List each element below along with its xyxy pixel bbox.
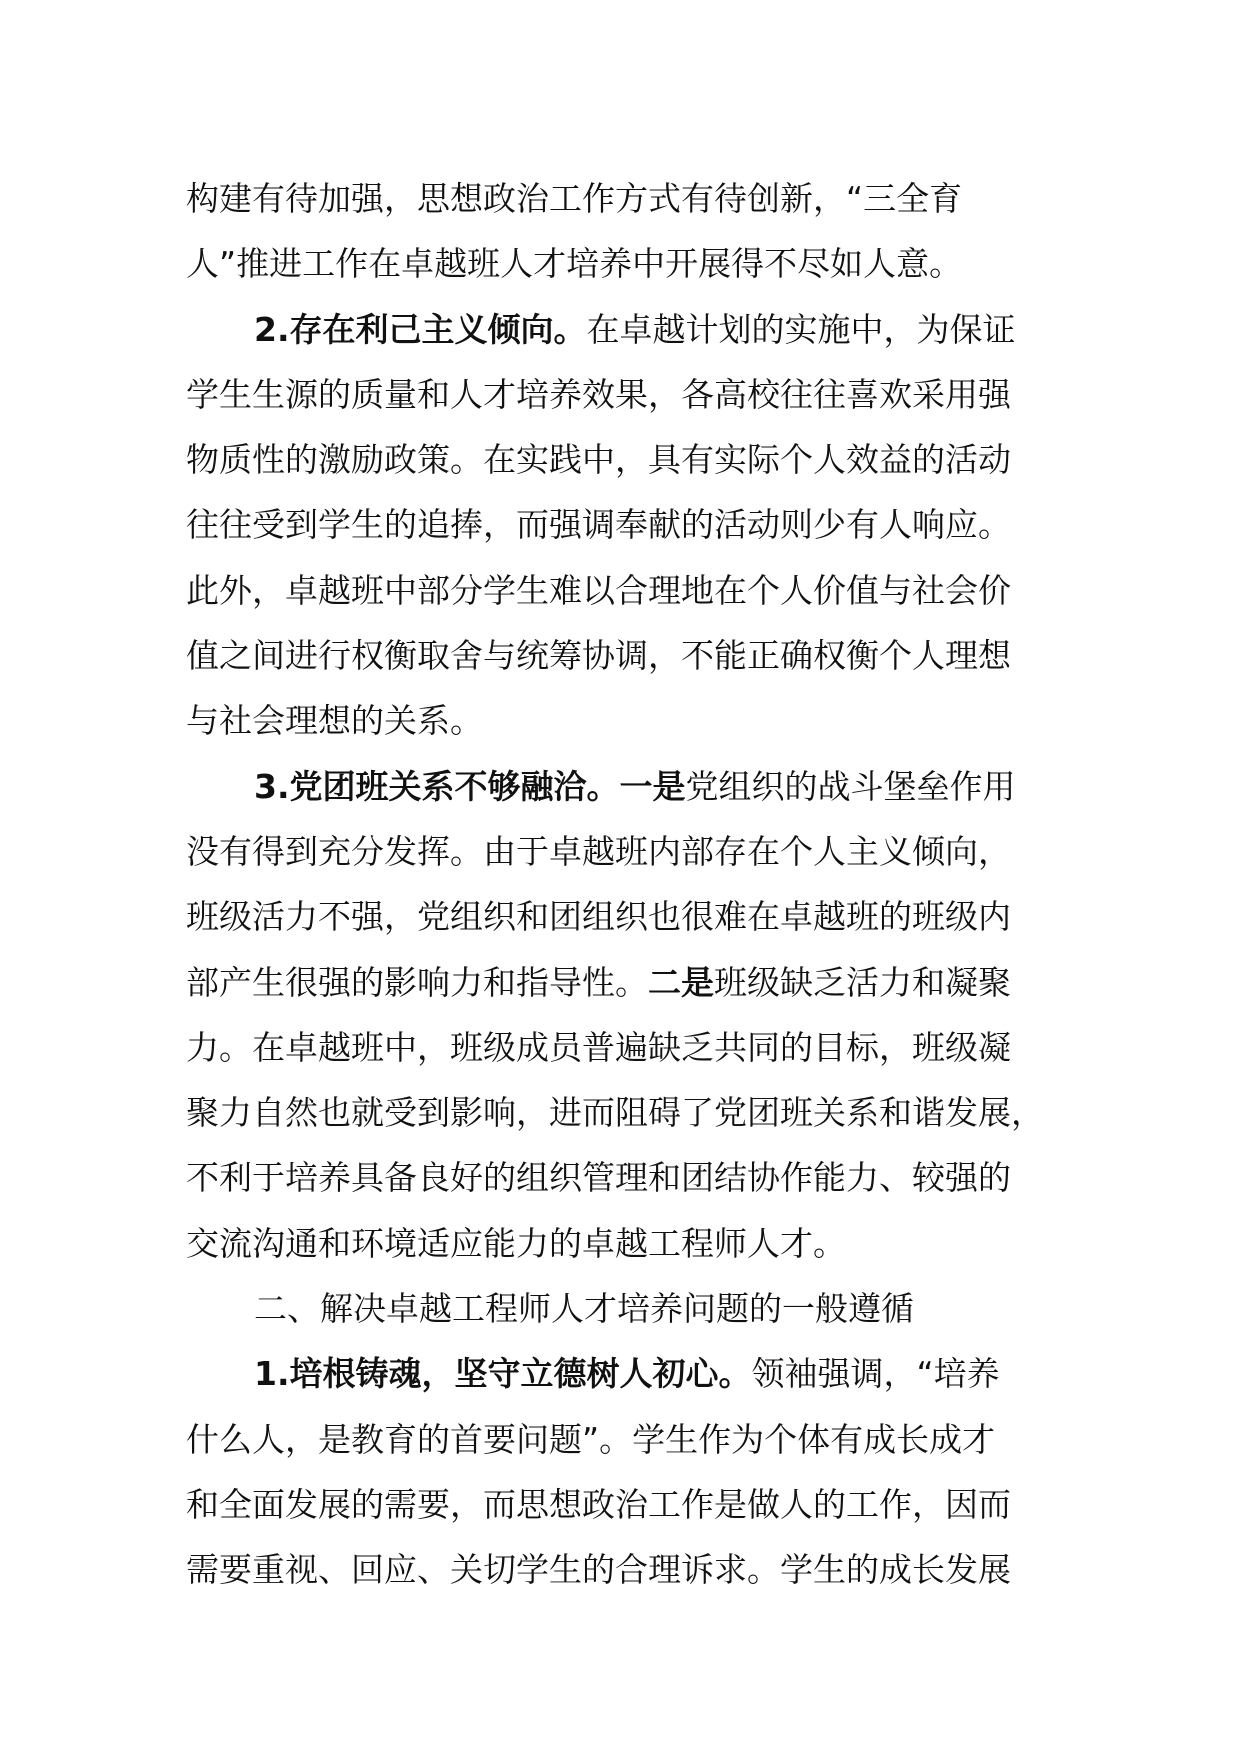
text-line: 人”推进工作在卓越班人才培养中开展得不尽如人意。 (186, 244, 963, 284)
paragraph-heading: 2.存在利己主义倾向。 (254, 309, 587, 349)
text-line: 物质性的激励政策。在实践中，具有实际个人效益的活动 (186, 440, 1011, 480)
text-line: 没有得到充分发挥。由于卓越班内部存在个人主义倾向， (186, 831, 1011, 871)
text-line: 学生生源的质量和人才培养效果，各高校往往喜欢采用强 (186, 374, 1011, 414)
paragraph-heading: 1.培根铸魂，坚守立德树人初心。 (254, 1354, 752, 1394)
text-span: 党组织的战斗堡垒作用 (685, 766, 1016, 806)
text-span: 班级缺乏活力和凝聚 (714, 962, 1011, 1002)
text-line: 交流沟通和环境适应能力的卓越工程师人才。 (186, 1223, 846, 1263)
text-span: 领袖强调，“培养 (751, 1354, 1000, 1394)
text-line: 和全面发展的需要，而思想政治工作是做人的工作，因而 (186, 1484, 1011, 1524)
text-line: 力。在卓越班中，班级成员普遍缺乏共同的目标，班级凝 (186, 1027, 1011, 1067)
text-line: 什么人，是教育的首要问题”。学生作为个体有成长成才 (186, 1419, 996, 1459)
text-line: 此外，卓越班中部分学生难以合理地在个人价值与社会价 (186, 570, 1011, 610)
text-line: 班级活力不强，党组织和团组织也很难在卓越班的班级内 (186, 897, 1011, 937)
paragraph-heading-line (186, 297, 1086, 362)
paragraph-heading-line (186, 754, 1086, 819)
text-line: 不利于培养具备良好的组织管理和团结协作能力、较强的 (186, 1158, 1011, 1198)
text-line: 构建有待加强，思想政治工作方式有待创新，“三全育 (186, 179, 963, 218)
emphasis-text: 二是 (648, 962, 714, 1002)
section-heading: 二、解决卓越工程师人才培养问题的一般遵循 (254, 1289, 914, 1329)
text-line: 聚力自然也就受到影响，进而阻碍了党团班关系和谐发展， (186, 1093, 1044, 1133)
text-line: 与社会理想的关系。 (186, 701, 483, 741)
paragraph-heading-line (186, 1341, 1086, 1406)
text-line (186, 950, 1086, 1015)
text-span: 在卓越计划的实施中，为保证 (586, 309, 1016, 349)
text-line: 值之间进行权衡取舍与统筹协调，不能正确权衡个人理想 (186, 636, 1011, 676)
document-body (186, 166, 1086, 1603)
emphasis-text: 一是 (619, 766, 686, 806)
paragraph-heading: 3.党团班关系不够融洽。 (254, 766, 620, 806)
text-span: 部产生很强的影响力和指导性。 (186, 962, 648, 1002)
text-line: 需要重视、回应、关切学生的合理诉求。学生的成长发展 (186, 1550, 1011, 1590)
text-line: 往往受到学生的追捧，而强调奉献的活动则少有人响应。 (186, 505, 1011, 545)
